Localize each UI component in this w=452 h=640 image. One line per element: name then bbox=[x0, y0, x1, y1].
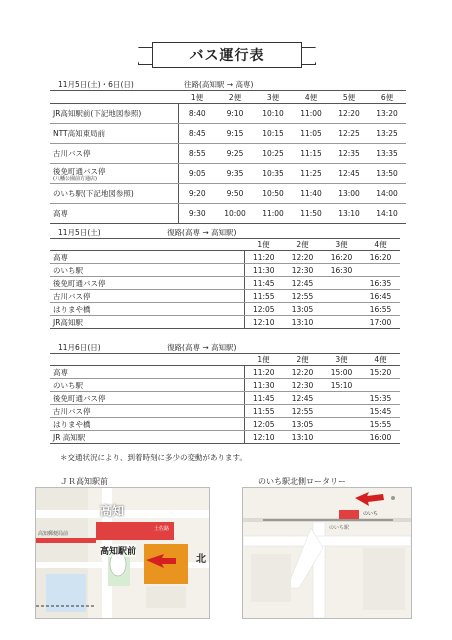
time-cell: 12:25 bbox=[330, 124, 368, 144]
map-text-north: 北 bbox=[196, 554, 206, 565]
time-cell: 11:05 bbox=[292, 124, 330, 144]
time-cell bbox=[322, 290, 361, 303]
stop-name: NTT高知東局前 bbox=[50, 124, 178, 144]
time-cell: 11:20 bbox=[244, 366, 283, 379]
stop-name: JR高知駅前(下記地図参照) bbox=[50, 104, 178, 124]
banner-notch-right bbox=[310, 47, 316, 63]
map-text-noichi-station: のいち駅 bbox=[329, 525, 350, 531]
column-header: 3便 bbox=[322, 354, 361, 366]
time-cell: 14:10 bbox=[368, 204, 406, 224]
time-cell: 13:05 bbox=[283, 418, 322, 431]
stop-name: JR高知駅 bbox=[50, 316, 244, 329]
timetable-outbound bbox=[50, 78, 406, 224]
time-cell: 12:55 bbox=[283, 405, 322, 418]
table-direction: 復路(高専 → 高知駅) bbox=[167, 227, 237, 237]
table-row bbox=[50, 184, 406, 204]
time-cell: 12:55 bbox=[283, 290, 322, 303]
time-cell: 12:30 bbox=[283, 379, 322, 392]
table-row bbox=[50, 431, 400, 444]
column-header: 2便 bbox=[283, 354, 322, 366]
time-cell: 9:25 bbox=[216, 144, 254, 164]
stop-header bbox=[50, 91, 178, 104]
time-cell bbox=[322, 303, 361, 316]
time-cell: 12:10 bbox=[244, 316, 283, 329]
column-header: 2便 bbox=[283, 239, 322, 251]
table-direction: 復路(高専 → 高知駅) bbox=[167, 342, 237, 352]
stop-name: JR 高知駅 bbox=[50, 431, 244, 444]
time-cell: 15:35 bbox=[361, 392, 400, 405]
time-cell: 14:00 bbox=[368, 184, 406, 204]
column-header: 2便 bbox=[216, 91, 254, 104]
time-cell: 9:15 bbox=[216, 124, 254, 144]
time-cell: 13:35 bbox=[368, 144, 406, 164]
map-text-postoffice: 高知郵便局前 bbox=[38, 531, 69, 537]
time-cell: 12:45 bbox=[283, 392, 322, 405]
time-cell: 11:30 bbox=[244, 264, 283, 277]
table-row bbox=[50, 316, 400, 329]
time-cell: 8:40 bbox=[178, 104, 216, 124]
time-cell: 12:20 bbox=[283, 251, 322, 264]
time-cell bbox=[322, 418, 361, 431]
time-cell: 13:10 bbox=[283, 431, 322, 444]
table-row bbox=[50, 264, 400, 277]
time-cell: 13:10 bbox=[330, 204, 368, 224]
time-cell: 12:45 bbox=[283, 277, 322, 290]
stop-name: 高専 bbox=[50, 366, 244, 379]
time-cell: 15:10 bbox=[322, 379, 361, 392]
column-header: 1便 bbox=[178, 91, 216, 104]
stop-name: 古川バス停 bbox=[50, 405, 244, 418]
table-row bbox=[50, 392, 400, 405]
map-text-kochi: 高知 bbox=[100, 504, 125, 518]
time-cell: 8:45 bbox=[178, 124, 216, 144]
stop-name: のいち駅(下記地図参照) bbox=[50, 184, 178, 204]
time-cell bbox=[322, 392, 361, 405]
time-cell: 16:00 bbox=[361, 431, 400, 444]
stop-name bbox=[50, 164, 178, 184]
time-cell: 9:30 bbox=[178, 204, 216, 224]
table-date-text: 11月6日(日) bbox=[58, 342, 101, 352]
map-label-kochi: ＪＲ高知駅前 bbox=[60, 477, 108, 486]
table-row bbox=[50, 418, 400, 431]
column-header: 6便 bbox=[368, 91, 406, 104]
stop-name-main: 後免町通バス停 bbox=[53, 166, 106, 176]
time-cell: 17:00 bbox=[361, 316, 400, 329]
stop-name: 高専 bbox=[50, 251, 244, 264]
table-row bbox=[50, 164, 406, 184]
time-cell: 16:30 bbox=[322, 264, 361, 277]
time-cell: 12:30 bbox=[283, 264, 322, 277]
table-row bbox=[50, 303, 400, 316]
time-cell: 13:20 bbox=[368, 104, 406, 124]
time-cell bbox=[361, 264, 400, 277]
stop-name: 古川バス停 bbox=[50, 290, 244, 303]
table-row bbox=[50, 379, 400, 392]
stop-name: はりまや橋 bbox=[50, 418, 244, 431]
time-cell: 11:15 bbox=[292, 144, 330, 164]
table-date-text: 11月5日(土) bbox=[58, 227, 101, 237]
time-cell: 16:45 bbox=[361, 290, 400, 303]
map-noichi-graphic bbox=[243, 488, 411, 618]
time-cell: 15:00 bbox=[322, 366, 361, 379]
time-cell: 9:05 bbox=[178, 164, 216, 184]
time-cell: 11:25 bbox=[292, 164, 330, 184]
stop-name: のいち駅 bbox=[50, 379, 244, 392]
time-cell: 11:00 bbox=[292, 104, 330, 124]
map-kochi-station bbox=[35, 487, 210, 619]
time-cell: 13:25 bbox=[368, 124, 406, 144]
timetable-return-sun bbox=[50, 341, 400, 444]
map-label-noichi: のいち駅北側ロータリー bbox=[258, 477, 346, 486]
time-cell: 16:35 bbox=[361, 277, 400, 290]
column-header: 4便 bbox=[361, 354, 400, 366]
time-cell: 11:55 bbox=[244, 290, 283, 303]
map-noichi-station bbox=[242, 487, 412, 619]
table-row bbox=[50, 277, 400, 290]
column-header: 1便 bbox=[244, 354, 283, 366]
time-cell: 12:10 bbox=[244, 431, 283, 444]
time-cell: 12:20 bbox=[283, 366, 322, 379]
time-cell: 13:50 bbox=[368, 164, 406, 184]
time-cell: 12:05 bbox=[244, 418, 283, 431]
time-cell: 11:30 bbox=[244, 379, 283, 392]
time-cell: 16:20 bbox=[361, 251, 400, 264]
time-cell bbox=[322, 277, 361, 290]
column-header: 3便 bbox=[322, 239, 361, 251]
time-cell: 11:20 bbox=[244, 251, 283, 264]
map-text-noichi: のいち bbox=[363, 511, 379, 517]
stop-header bbox=[50, 354, 244, 366]
time-cell bbox=[322, 405, 361, 418]
time-cell: 10:10 bbox=[254, 104, 292, 124]
stop-name: 後免町通バス停 bbox=[50, 392, 244, 405]
table-row bbox=[50, 144, 406, 164]
traffic-note: ＊交通状況により、到着時刻に多少の変動があります。 bbox=[60, 453, 247, 462]
stop-name: 後免町通バス停 bbox=[50, 277, 244, 290]
table-row bbox=[50, 405, 400, 418]
table-row bbox=[50, 104, 406, 124]
table-date bbox=[50, 226, 244, 239]
time-cell: 12:35 bbox=[330, 144, 368, 164]
column-header: 4便 bbox=[292, 91, 330, 104]
stop-name-sub: (八幡公園前方通店) bbox=[53, 175, 97, 182]
title-banner bbox=[138, 42, 316, 68]
table-date bbox=[50, 341, 244, 354]
time-cell: 12:45 bbox=[330, 164, 368, 184]
table-date: 11月5日(土)・6日(日) bbox=[50, 78, 178, 91]
time-cell: 15:55 bbox=[361, 418, 400, 431]
time-cell: 11:45 bbox=[244, 277, 283, 290]
time-cell: 11:45 bbox=[244, 392, 283, 405]
time-cell bbox=[322, 431, 361, 444]
stop-header bbox=[50, 239, 244, 251]
table-direction: 往路(高知駅 → 高専) bbox=[178, 78, 406, 91]
table-row bbox=[50, 124, 406, 144]
time-cell: 15:45 bbox=[361, 405, 400, 418]
stop-name: 古川バス停 bbox=[50, 144, 178, 164]
map-text-tosaji: 土佐路 bbox=[154, 526, 170, 532]
table-row bbox=[50, 204, 406, 224]
column-header: 1便 bbox=[244, 239, 283, 251]
time-cell: 15:20 bbox=[361, 366, 400, 379]
page-title: バス運行表 bbox=[152, 42, 302, 68]
time-cell: 13:00 bbox=[330, 184, 368, 204]
column-header: 4便 bbox=[361, 239, 400, 251]
stop-name: のいち駅 bbox=[50, 264, 244, 277]
time-cell bbox=[361, 379, 400, 392]
table-row bbox=[50, 290, 400, 303]
banner-notch-left bbox=[138, 47, 144, 63]
time-cell: 10:25 bbox=[254, 144, 292, 164]
time-cell: 9:10 bbox=[216, 104, 254, 124]
time-cell: 10:00 bbox=[216, 204, 254, 224]
table-row bbox=[50, 251, 400, 264]
time-cell: 11:55 bbox=[244, 405, 283, 418]
column-header: 3便 bbox=[254, 91, 292, 104]
time-cell: 13:05 bbox=[283, 303, 322, 316]
time-cell: 13:10 bbox=[283, 316, 322, 329]
time-cell: 12:05 bbox=[244, 303, 283, 316]
time-cell bbox=[322, 316, 361, 329]
time-cell: 16:20 bbox=[322, 251, 361, 264]
stop-name: 高専 bbox=[50, 204, 178, 224]
time-cell: 10:35 bbox=[254, 164, 292, 184]
time-cell: 9:20 bbox=[178, 184, 216, 204]
time-cell: 12:20 bbox=[330, 104, 368, 124]
time-cell: 11:50 bbox=[292, 204, 330, 224]
time-cell: 11:40 bbox=[292, 184, 330, 204]
stop-name: はりまや橋 bbox=[50, 303, 244, 316]
timetable-return-sat bbox=[50, 226, 400, 329]
time-cell: 9:35 bbox=[216, 164, 254, 184]
column-header: 5便 bbox=[330, 91, 368, 104]
time-cell: 10:15 bbox=[254, 124, 292, 144]
time-cell: 11:00 bbox=[254, 204, 292, 224]
table-row bbox=[50, 366, 400, 379]
time-cell: 9:50 bbox=[216, 184, 254, 204]
map-text-kochi-ekimae: 高知駅前 bbox=[100, 544, 136, 557]
time-cell: 8:55 bbox=[178, 144, 216, 164]
time-cell: 10:50 bbox=[254, 184, 292, 204]
time-cell: 16:55 bbox=[361, 303, 400, 316]
